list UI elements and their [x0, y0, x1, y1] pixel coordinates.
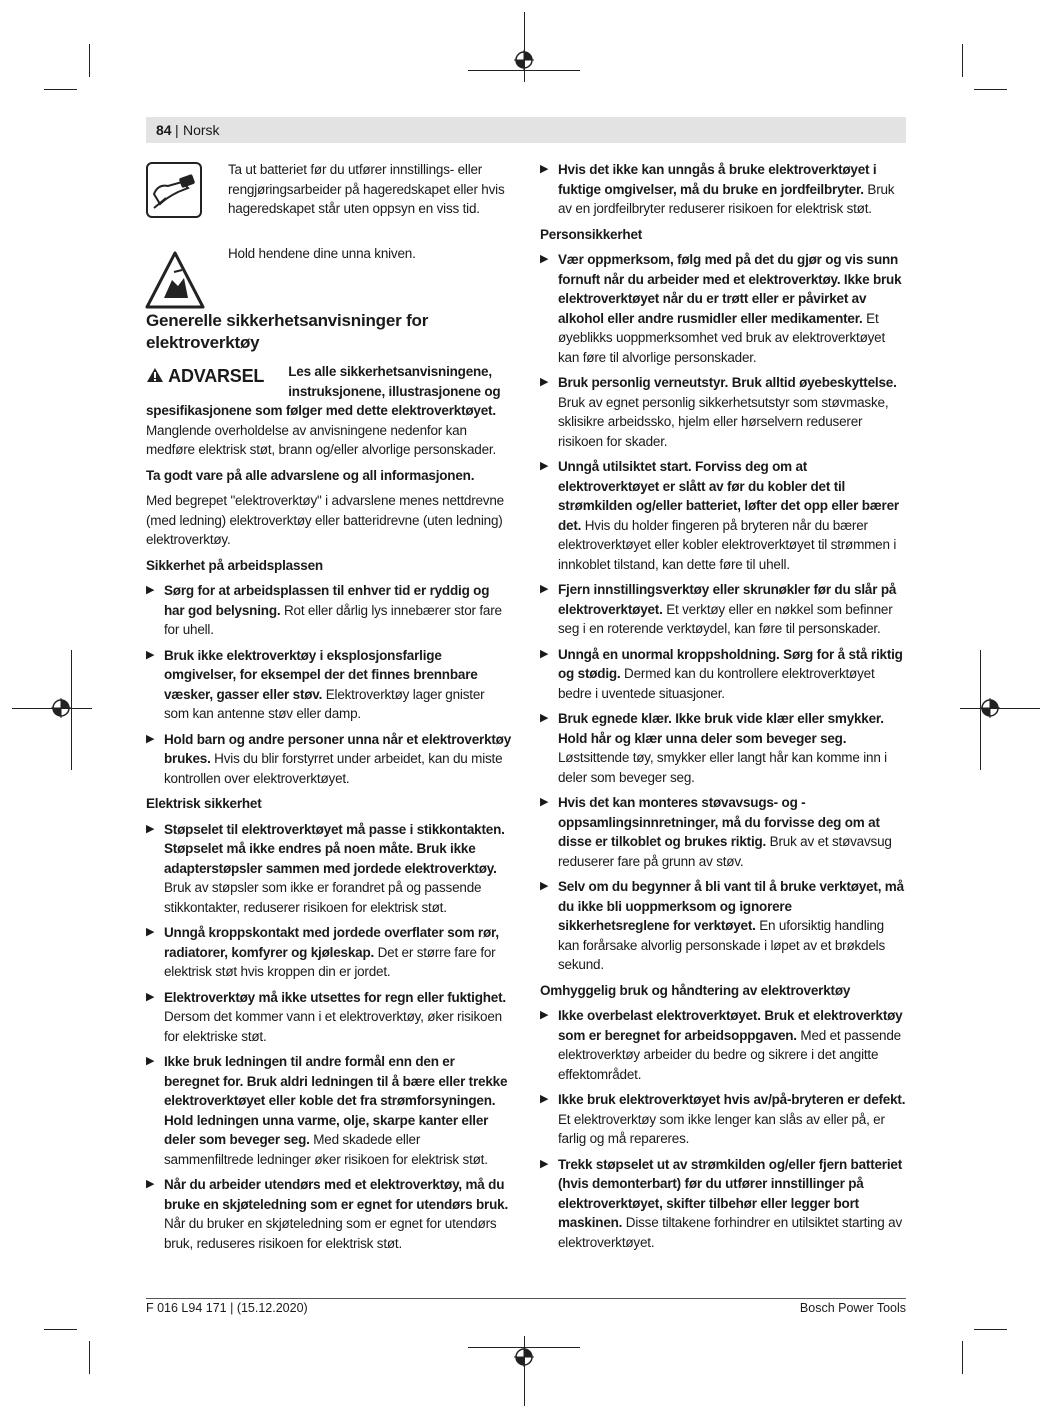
list-item: ▶ Sørg for at arbeidsplassen til enhver tid er ryddig og har god belysning. Rot eller dårlig lys innebærer stor fare for uhell. — [146, 581, 512, 640]
electrical-title: Elektrisk sikkerhet — [146, 796, 262, 811]
footer-divider — [146, 1298, 906, 1299]
term-definition: Med begrepet "elektroverktøy" i advarslene menes nettdrevne (med ledning) elektroverktøy eller batteridrevne (uten ledning) elektroverktøy. — [146, 493, 504, 547]
registration-mark-icon — [980, 698, 1000, 718]
header-language: Norsk — [183, 122, 220, 138]
list-item: ▶ Fjern innstillingsverktøy eller skrunøkler før du slår på elektroverktøyet. Et verktøy eller en nøkkel som befinner seg i en roterende verktøydel, kan føre til personskader. — [540, 580, 906, 639]
right-column — [540, 160, 906, 1258]
crop-mark — [89, 44, 90, 77]
keep-warnings: Ta godt vare på alle advarslene og all informasjonen. — [146, 467, 475, 483]
warning-text: Manglende overholdelse av anvisningene nedenfor kan medføre elektrisk støt, brann og/eller alvorlige personskader. — [146, 422, 497, 457]
list-item: ▶ Bruk personlig verneutstyr. Bruk alltid øyebeskyttelse. Bruk av egnet personlig sikkerhetsutstyr som støvmaske, sklisikre arbeidssko, hjelm eller hørselvern reduserer risikoen for skader. — [540, 373, 906, 451]
list-item: ▶ Hold barn og andre personer unna når et elektroverktøy brukes. Hvis du blir forstyrret under arbeidet, kan du miste kontrollen over elektroverktøyet. — [146, 730, 512, 789]
list-item: ▶ Når du arbeider utendørs med et elektroverktøy, må du bruke en skjøteledning som er egnet for utendørs bruk. Når du bruker en skjøteledning som er egnet for utendørs bruk, reduseres risikoen for elektrisk støt. — [146, 1175, 512, 1253]
crop-mark — [960, 708, 1040, 709]
registration-mark-icon — [51, 698, 71, 718]
crop-mark — [468, 70, 580, 71]
footer-brand: Bosch Power Tools — [799, 1301, 906, 1315]
list-item: ▶ Bruk ikke elektroverktøy i eksplosjonsfarlige omgivelser, for eksempel der det finnes brennbare væsker, gasser eller støv. Elektroverktøy lager gnister som kan antenne støv eller damp. — [146, 646, 512, 724]
list-item: ▶ Trekk støpselet ut av strømkilden og/eller fjern batteriet (hvis demonterbart) før du utfører innstillinger på elektroverktøyet, skifter tilbehør eller legger bort maskinen. Disse tiltakene forhindrer en utilsiktet starting av elektroverktøyet. — [540, 1155, 906, 1253]
header-separator: | — [175, 122, 179, 138]
section-title: Generelle sikkerhetsanvisninger for elektroverktøy — [146, 311, 429, 352]
crop-mark — [44, 1329, 77, 1330]
crop-mark — [89, 1341, 90, 1374]
warning-block — [146, 362, 512, 460]
list-item: ▶ Støpselet til elektroverktøyet må passe i stikkontakten. Støpselet må ikke endres på noen måte. Bruk ikke adapterstøpsler sammen med jordede elektroverktøy. Bruk av støpsler som ikke er forandret på og passende stikkontakter, reduserer risikoen for elektrisk støt. — [146, 820, 512, 918]
registration-mark-icon — [514, 1347, 534, 1367]
warning-label: ADVARSEL — [146, 364, 264, 388]
crop-mark — [44, 89, 77, 90]
warning-triangle-icon — [146, 367, 164, 383]
list-item: ▶ Ikke overbelast elektroverktøyet. Bruk et elektroverktøy som er beregnet for arbeidsoppgaven. Med et passende elektroverktøy arbeider du bedre og sikrere i det angitte effektområdet. — [540, 1006, 906, 1084]
registration-mark-icon — [514, 50, 534, 70]
list-item: ▶ Vær oppmerksom, følg med på det du gjør og vis sunn fornuft når du arbeider med et elektroverktøy. Ikke bruk elektroverktøyet når du er trøtt eller er påvirket av alkohol eller andre rusmidler eller medikamenter. Et øyeblikks uoppmerksomhet ved bruk av elektroverktøyet kan føre til alvorlige personskader. — [540, 250, 906, 367]
list-item: ▶ Selv om du begynner å bli vant til å bruke verktøyet, må du ikke bli uoppmerksom og ignorere sikkerhetsreglene for verktøyet. En uforsiktig handling kan forårsake alvorlig personskade i løpet av et brøkdels sekund. — [540, 877, 906, 975]
list-item: ▶ Hvis det ikke kan unngås å bruke elektroverktøyet i fuktige omgivelser, må du bruke en jordfeilbryter. Bruk av en jordfeilbryter reduserer risikoen for elektrisk støt. — [540, 160, 906, 219]
page-number: 84 — [156, 122, 172, 138]
list-item: ▶ Bruk egnede klær. Ikke bruk vide klær eller smykker. Hold hår og klær unna deler som beveger seg. Løstsittende tøy, smykker eller langt hår kan komme inn i deler som beveger seg. — [540, 709, 906, 787]
list-item: ▶ Ikke bruk ledningen til andre formål enn den er beregnet for. Bruk aldri ledningen til å bære eller trekke elektroverktøyet eller koble det fra strømforsyningen. Hold ledningen unna varme, olje, skarpe kanter eller deler som beveger seg. Med skadede eller sammenfiltrede ledninger øker risikoen for elektrisk støt. — [146, 1052, 512, 1169]
knife-note: Hold hendene dine unna kniven. — [228, 246, 416, 261]
crop-mark — [974, 89, 1007, 90]
list-item: ▶ Ikke bruk elektroverktøyet hvis av/på-bryteren er defekt. Et elektroverktøy som ikke lenger kan slås av eller på, er farlig og må repareres. — [540, 1090, 906, 1149]
warning-bold: Les alle sikkerhetsanvisningene, instruksjonene, illustrasjonene og spesifikasjonene som følger med dette elektroverktøyet. — [146, 364, 501, 418]
battery-note: Ta ut batteriet før du utfører innstillings- eller rengjøringsarbeider på hageredskapet eller hvis hageredskapet står uten oppsyn en viss tid. — [228, 162, 505, 216]
list-item: ▶ Unngå kroppskontakt med jordede overflater som rør, radiatorer, komfyrer og kjøleskap. Det er større fare for elektrisk støt hvis kroppen din er jordet. — [146, 923, 512, 982]
page-header — [146, 117, 906, 143]
crop-mark — [962, 44, 963, 77]
crop-mark — [962, 1341, 963, 1374]
list-item: ▶ Elektroverktøy må ikke utsettes for regn eller fuktighet. Dersom det kommer vann i et elektroverktøy, øker risikoen for elektriske støt. — [146, 988, 512, 1047]
footer-doc-id: F 016 L94 171 | (15.12.2020) — [146, 1301, 308, 1315]
personal-safety-title: Personsikkerhet — [540, 226, 643, 242]
crop-mark — [71, 650, 72, 770]
crop-mark — [974, 1329, 1007, 1330]
work-area-title: Sikkerhet på arbeidsplassen — [146, 557, 323, 573]
list-item: ▶ Unngå utilsiktet start. Forviss deg om at elektroverktøyet er slått av før du kobler det til strømkilden og/eller batteriet, løfter det opp eller bærer det. Hvis du holder fingeren på bryteren når du bærer elektroverktøyet eller kobler elektroverktøyet til strømmen i innkoblet tilstand, kan dette føre til uhell. — [540, 457, 906, 574]
handling-title: Omhyggelig bruk og håndtering av elektroverktøy — [540, 982, 851, 998]
left-column — [146, 160, 512, 1259]
crop-mark — [524, 12, 525, 82]
list-item: ▶ Unngå en unormal kroppsholdning. Sørg for å stå riktig og stødig. Dermed kan du kontrollere elektroverktøyet bedre i uventede situasjoner. — [540, 645, 906, 704]
list-item: ▶ Hvis det kan monteres støvavsugs- og -oppsamlingsinnretninger, må du forvisse deg om at disse er tilkoblet og brukes riktig. Bruk av et støvavsug reduserer fare på grunn av støv. — [540, 793, 906, 871]
